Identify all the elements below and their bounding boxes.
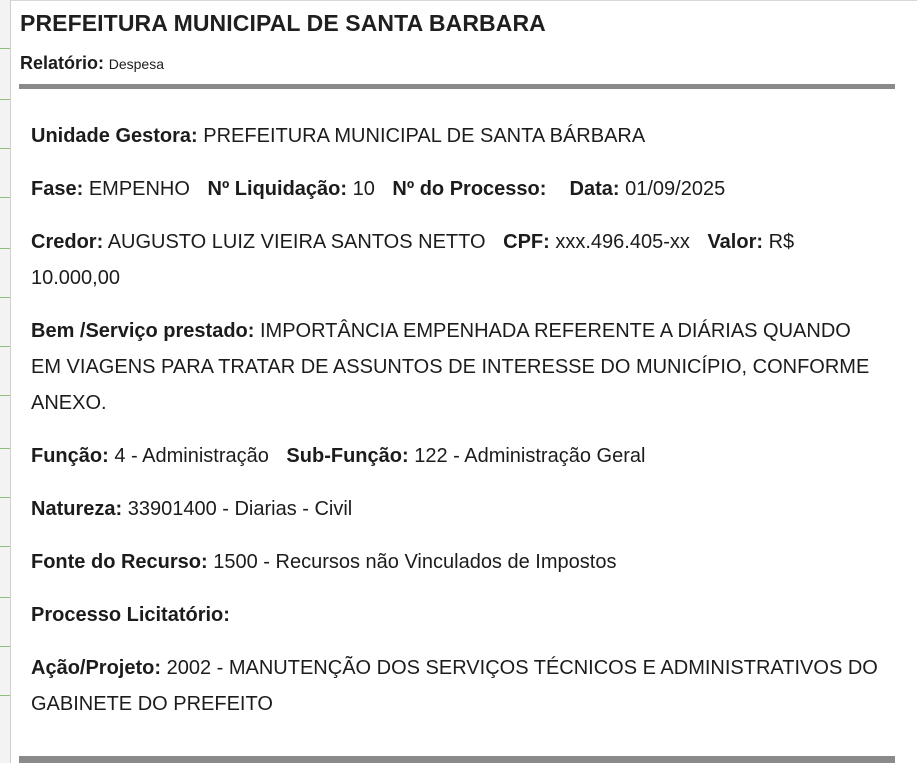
bem-servico-label: Bem /Serviço prestado: xyxy=(31,320,255,342)
report-type xyxy=(20,53,900,74)
valor-value: R$ 10.000,00 xyxy=(31,231,795,289)
edge-tick xyxy=(0,148,10,149)
acao-projeto-value: 2002 - MANUTENÇÃO DOS SERVIÇOS TÉCNICOS E ADMINISTRATIVOS DO GABINETE DO PREFEITO xyxy=(31,657,878,715)
edge-tick xyxy=(0,197,10,198)
page-title: PREFEITURA MUNICIPAL DE SANTA BARBARA xyxy=(20,10,546,36)
natureza-row xyxy=(31,491,881,527)
cpf-label: CPF: xyxy=(503,231,550,253)
fase-label: Fase: xyxy=(31,178,84,200)
edge-tick xyxy=(0,48,10,49)
processo-licitatorio-label: Processo Licitatório: xyxy=(31,604,230,626)
edge-tick xyxy=(0,597,10,598)
valor-label: Valor: xyxy=(707,231,764,253)
fase-row xyxy=(31,171,881,207)
sub-funcao-value: 122 - Administração Geral xyxy=(414,445,646,467)
top-divider xyxy=(19,84,895,89)
credor-row xyxy=(31,224,881,296)
fase-value: EMPENHO xyxy=(88,178,190,200)
liquidacao-label: Nº Liquidação: xyxy=(207,178,348,200)
edge-tick xyxy=(0,497,10,498)
bem-servico-row xyxy=(31,313,881,421)
funcao-row xyxy=(31,438,881,474)
fonte-recurso-value: 1500 - Recursos não Vinculados de Impostos xyxy=(213,551,617,573)
funcao-value: 4 - Administração xyxy=(114,445,269,467)
credor-label: Credor: xyxy=(31,231,104,253)
report-details xyxy=(31,118,881,739)
natureza-label: Natureza: xyxy=(31,498,123,520)
credor-value: AUGUSTO LUIZ VIEIRA SANTOS NETTO xyxy=(107,231,486,253)
processo-licitatorio-row xyxy=(31,597,881,633)
edge-tick xyxy=(0,448,10,449)
edge-tick xyxy=(0,297,10,298)
edge-tick xyxy=(0,546,10,547)
fonte-recurso-label: Fonte do Recurso: xyxy=(31,551,208,573)
edge-tick xyxy=(0,248,10,249)
report-header xyxy=(20,10,900,74)
unidade-gestora-label: Unidade Gestora: xyxy=(31,125,198,147)
processo-label: Nº do Processo: xyxy=(392,178,547,200)
fonte-recurso-row xyxy=(31,544,881,580)
unidade-gestora-value: PREFEITURA MUNICIPAL DE SANTA BÁRBARA xyxy=(203,125,646,147)
sub-funcao-label: Sub-Função: xyxy=(286,445,409,467)
bottom-divider xyxy=(19,756,895,763)
data-label: Data: xyxy=(569,178,620,200)
report-type-label: Relatório: xyxy=(20,53,105,73)
cpf-value: xxx.496.405-xx xyxy=(555,231,690,253)
report-type-value: Despesa xyxy=(108,56,165,72)
acao-projeto-row xyxy=(31,650,881,722)
bem-servico-value: IMPORTÂNCIA EMPENHADA REFERENTE A DIÁRIAS QUANDO EM VIAGENS PARA TRATAR DE ASSUNTOS DE INTERESSE DO MUNICÍPIO, CONFORME ANEXO. xyxy=(31,320,870,414)
edge-tick xyxy=(0,395,10,396)
edge-tick xyxy=(0,646,10,647)
acao-projeto-label: Ação/Projeto: xyxy=(31,657,162,679)
edge-tick xyxy=(0,346,10,347)
edge-tick xyxy=(0,99,10,100)
edge-tick xyxy=(0,695,10,696)
liquidacao-value: 10 xyxy=(352,178,375,200)
unidade-gestora-row xyxy=(31,118,881,154)
data-value: 01/09/2025 xyxy=(625,178,726,200)
natureza-value: 33901400 - Diarias - Civil xyxy=(127,498,353,520)
funcao-label: Função: xyxy=(31,445,109,467)
